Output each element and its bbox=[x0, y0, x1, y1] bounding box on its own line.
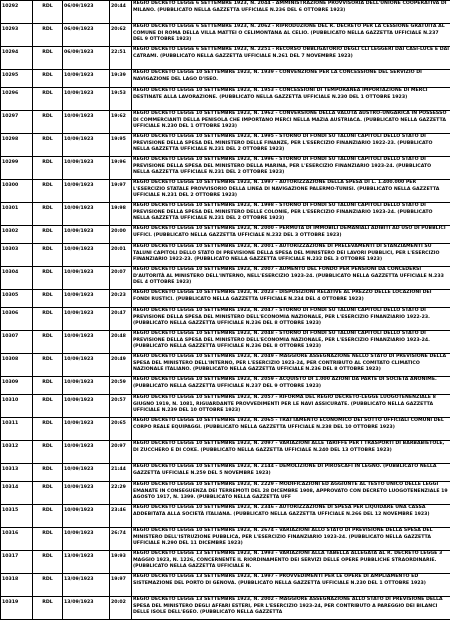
row-number: 10310 bbox=[1, 395, 33, 418]
decree-description: REGIO DECRETO LEGGE 6 SETTEMBRE 1923, N. 2044 - AMMINISTRAZIONE PROVVISORIA DELL'UNIONE COOPERATIVA DI MILANO. (PUBBLICATO NELLA GAZZETTA UFFICIALE N.236 DEL 6 OTTOBRE 1923) bbox=[132, 1, 450, 24]
decree-date: 10/09/1923 bbox=[63, 203, 110, 226]
row-number: 10319 bbox=[1, 597, 33, 620]
act-type: RDL bbox=[33, 24, 63, 47]
decree-code: 19:97 bbox=[110, 574, 132, 597]
table-row bbox=[1, 203, 450, 226]
row-number: 10296 bbox=[1, 88, 33, 111]
decree-code: 20:23 bbox=[110, 290, 132, 308]
row-number: 10304 bbox=[1, 267, 33, 290]
row-number: 10302 bbox=[1, 226, 33, 244]
decree-code: 20:59 bbox=[110, 377, 132, 395]
decree-code: 19:95 bbox=[110, 134, 132, 157]
table-row bbox=[1, 464, 450, 482]
decree-description: REGIO DECRETO LEGGE 10 SETTEMBRE 1923, N. 2059 - ACQUISTO DI 1.000 AZIONI DA PARTE DI SOCIETÀ ANONIME. (PUBBLICATO NELLA GAZZETTA UFFICIALE N.237 DEL 9 OTTOBRE 1923) bbox=[132, 377, 450, 395]
table-row bbox=[1, 551, 450, 574]
decree-date: 13/09/1923 bbox=[63, 551, 110, 574]
table-row bbox=[1, 418, 450, 441]
table-row bbox=[1, 157, 450, 180]
act-type: RDL bbox=[33, 528, 63, 551]
row-number: 10297 bbox=[1, 111, 33, 134]
decree-description: REGIO DECRETO LEGGE 10 SETTEMBRE 1923, N. 2000 - PERMUTA DI IMMOBILI DEMANIALI ADIBITI AD USO DI PUBBLICI UFFICI. (PUBBLICATO NELLA GAZZETTA UFFICIALE N.232 DEL 3 OTTOBRE 1923) bbox=[132, 226, 450, 244]
decree-code: 20:62 bbox=[110, 24, 132, 47]
table-row bbox=[1, 244, 450, 267]
table-row bbox=[1, 267, 450, 290]
table-row bbox=[1, 180, 450, 203]
decree-code: 20:49 bbox=[110, 354, 132, 377]
decree-code: 20:57 bbox=[110, 395, 132, 418]
decree-description: REGIO DECRETO LEGGE 10 SETTEMBRE 1923, N. 2048 - STORNO DI FONDI SU TALUNI CAPITOLI DELLO STATO DI PREVISIONE DELLA SPESA DEL MINISTERO DELL'ECONOMIA NAZIONALE, PER L'ESERCIZIO FINANZIARIO 1923-24. (PUBBLICATO NELLA GAZZETTA UFFICIALE N.236 DEL 8 OTTOBRE 1923) bbox=[132, 331, 450, 354]
row-number: 10318 bbox=[1, 574, 33, 597]
decree-date: 10/09/1923 bbox=[63, 418, 110, 441]
act-type: RDL bbox=[33, 226, 63, 244]
decree-description: REGIO DECRETO LEGGE 13 SETTEMBRE 1923, N. 1993 - VARIAZIONI ALLA TABELLA ALLEGATA AL R. DECRETO LEGGE 3 MAGGIO 1923, N. 1226, CONCERNENTE IL RIORDINAMENTO DEI SERVIZI DELLE OPERE PUBBLICHE STRAORDINARIE. (PUBBLICATO NELLA GAZZETTA UFFICIALE N. bbox=[132, 551, 450, 574]
table-row bbox=[1, 1, 450, 24]
decree-description: REGIO DECRETO LEGGE 10 SETTEMBRE 1923, N. 1995 - STORNO DI FONDI SU TALUNI CAPITOLI DELLO STATO DI PREVISIONE DELLA SPESA DEL MINISTERO DELLE FINANZE, PER L'ESERCIZIO FINANZIARIO 1922-23. (PUBBLICATO NELLA GAZZETTA UFFICIALE N.231 DEL 2 OTTOBRE 1923) bbox=[132, 134, 450, 157]
table-row bbox=[1, 24, 450, 47]
decree-code: 20:65 bbox=[110, 418, 132, 441]
table-row bbox=[1, 395, 450, 418]
act-type: RDL bbox=[33, 551, 63, 574]
act-type: RDL bbox=[33, 308, 63, 331]
decree-date: 10/09/1923 bbox=[63, 267, 110, 290]
decree-date: 13/09/1923 bbox=[63, 574, 110, 597]
decree-date: 10/09/1923 bbox=[63, 308, 110, 331]
row-number: 10316 bbox=[1, 528, 33, 551]
act-type: RDL bbox=[33, 244, 63, 267]
table-row bbox=[1, 574, 450, 597]
decree-code: 20:97 bbox=[110, 441, 132, 464]
row-number: 10314 bbox=[1, 482, 33, 505]
decree-code: 19:98 bbox=[110, 203, 132, 226]
decree-description: REGIO DECRETO LEGGE 10 SETTEMBRE 1923, N. 1939 - CONVENZIONE PER LA CONCESSIONE DEL SERVIZIO DI NAVIGAZIONE DEL LAGO D'ISEO. bbox=[132, 70, 450, 88]
row-number: 10295 bbox=[1, 70, 33, 88]
decree-description: REGIO DECRETO LEGGE 10 SETTEMBRE 1923, N. 1953 - CONCESSIONI DI TEMPORANEA IMPORTAZIONE DI MERCI DESTINATE ALLA LAVORAZIONE. (PUBBLICATO NELLA GAZZETTA UFFICIALE N.230 DEL 1 OTTOBRE 1923) bbox=[132, 88, 450, 111]
decree-code: 19:62 bbox=[110, 111, 132, 134]
decree-date: 06/09/1923 bbox=[63, 47, 110, 70]
table-row bbox=[1, 290, 450, 308]
act-type: RDL bbox=[33, 505, 63, 528]
act-type: RDL bbox=[33, 574, 63, 597]
decree-date: 10/09/1923 bbox=[63, 134, 110, 157]
table-row bbox=[1, 88, 450, 111]
decree-code: 20:02 bbox=[110, 597, 132, 620]
table-row bbox=[1, 597, 450, 620]
decree-description: REGIO DECRETO LEGGE 10 SETTEMBRE 1923, N. 2229 - MODIFICAZIONI ED AGGIUNTE AL TESTO UNICO DELLE LEGGI EMANATE IN CONSEGUENZA DEI TERREMOTI DEL 28 DICEMBRE 1908, APPROVATO CON DECRETO LUOGOTENENZIALE 19 AGOSTO 1917, N. 1399. (PUBBLICATO NELLA GAZZETTA UFF bbox=[132, 482, 450, 505]
table-row bbox=[1, 47, 450, 70]
decree-table-body bbox=[1, 1, 450, 620]
decree-date: 10/09/1923 bbox=[63, 70, 110, 88]
act-type: RDL bbox=[33, 1, 63, 24]
row-number: 10293 bbox=[1, 24, 33, 47]
act-type: RDL bbox=[33, 441, 63, 464]
table-row bbox=[1, 441, 450, 464]
decree-description: REGIO DECRETO LEGGE 13 SETTEMBRE 1923, N. 1997 - PROVVEDIMENTI PER LE OPERE DI AMPLIAMENTO ED SISTEMAZIONE DEL PORTO DI GENOVA. (PUBBLICATO NELLA GAZZETTA UFFICIALE N.230 DEL 1 OTTOBRE 1923) bbox=[132, 574, 450, 597]
act-type: RDL bbox=[33, 47, 63, 70]
decree-code: 22:51 bbox=[110, 47, 132, 70]
decree-date: 10/09/1923 bbox=[63, 290, 110, 308]
row-number: 10303 bbox=[1, 244, 33, 267]
decree-description: REGIO DECRETO LEGGE 6 SETTEMBRE 1923, N. 2251 - RECORSO OBBLIGATORIO DEGLI CLI LEGGERI DAI CASI-LUCE E DAI CATRAMI. (PUBBLICATO NELLA GAZZETTA UFFICIALE N.261 DEL 7 NOVEMBRE 1923) bbox=[132, 47, 450, 70]
row-number: 10307 bbox=[1, 331, 33, 354]
row-number: 10300 bbox=[1, 180, 33, 203]
row-number: 10308 bbox=[1, 354, 33, 377]
table-row bbox=[1, 111, 450, 134]
decree-date: 10/09/1923 bbox=[63, 111, 110, 134]
act-type: RDL bbox=[33, 88, 63, 111]
row-number: 10312 bbox=[1, 441, 33, 464]
decree-date: 10/09/1923 bbox=[63, 528, 110, 551]
table-row bbox=[1, 377, 450, 395]
row-number: 10315 bbox=[1, 505, 33, 528]
act-type: RDL bbox=[33, 157, 63, 180]
decree-date: 10/09/1923 bbox=[63, 331, 110, 354]
decree-code: 20:00 bbox=[110, 226, 132, 244]
decree-code: 21:44 bbox=[110, 464, 132, 482]
decree-date: 06/09/1923 bbox=[63, 24, 110, 47]
row-number: 10298 bbox=[1, 134, 33, 157]
act-type: RDL bbox=[33, 377, 63, 395]
act-type: RDL bbox=[33, 290, 63, 308]
decree-code: 19:93 bbox=[110, 551, 132, 574]
decree-date: 10/09/1923 bbox=[63, 244, 110, 267]
table-row bbox=[1, 331, 450, 354]
act-type: RDL bbox=[33, 354, 63, 377]
act-type: RDL bbox=[33, 597, 63, 620]
row-number: 10299 bbox=[1, 157, 33, 180]
row-number: 10294 bbox=[1, 47, 33, 70]
act-type: RDL bbox=[33, 418, 63, 441]
decree-description: REGIO DECRETO LEGGE 10 SETTEMBRE 1923, N. 1996 - STORNO DI FONDI SU TALUNI CAPITOLI DELLO STATO DI PREVISIONE DELLA SPESA DEL MINISTERO DELLA MARINA, PER L'ESERCIZIO FINANZIARIO 1923-24. (PUBBLICATO NELLA GAZZETTA UFFICIALE N.231 DEL 2 OTTOBRE 1923) bbox=[132, 157, 450, 180]
act-type: RDL bbox=[33, 70, 63, 88]
row-number: 10301 bbox=[1, 203, 33, 226]
act-type: RDL bbox=[33, 482, 63, 505]
act-type: RDL bbox=[33, 267, 63, 290]
act-type: RDL bbox=[33, 395, 63, 418]
row-number: 10309 bbox=[1, 377, 33, 395]
decree-description: REGIO DECRETO LEGGE 10 SETTEMBRE 1923, N. 2023 - DISPOSIZIONI RELATIVE AL PREZZO DELLE LOCAZIONI DEI FONDI RUSTICI. (PUBBLICATO NELLA GAZZETTA UFFICIALE N.234 DEL 4 OTTOBRE 1923) bbox=[132, 290, 450, 308]
decree-date: 10/09/1923 bbox=[63, 395, 110, 418]
act-type: RDL bbox=[33, 134, 63, 157]
act-type: RDL bbox=[33, 203, 63, 226]
decree-date: 10/09/1923 bbox=[63, 88, 110, 111]
decree-description: REGIO DECRETO LEGGE 10 SETTEMBRE 1923, N. 2144 - DEMOLIZIONE DI PIROSCAFI IN LEGNO. (PUBBLICATO NELLA GAZZETTA UFFICIALE N.259 DEL 5 NOVEMBRE 1923) bbox=[132, 464, 450, 482]
row-number: 10313 bbox=[1, 464, 33, 482]
decree-date: 13/09/1923 bbox=[63, 597, 110, 620]
table-row bbox=[1, 482, 450, 505]
decree-code: 20:07 bbox=[110, 267, 132, 290]
decree-code: 19:96 bbox=[110, 157, 132, 180]
decree-date: 10/09/1923 bbox=[63, 482, 110, 505]
decree-date: 10/09/1923 bbox=[63, 157, 110, 180]
row-number: 10305 bbox=[1, 290, 33, 308]
decree-code: 20:48 bbox=[110, 331, 132, 354]
decree-code: 20:47 bbox=[110, 308, 132, 331]
decree-code: 20:01 bbox=[110, 244, 132, 267]
decree-code: 22:29 bbox=[110, 482, 132, 505]
decree-description: REGIO DECRETO LEGGE 10 SETTEMBRE 1923, N. 2057 - RIFORMA DEL REGIO DECRETO-LEGGE LUOGOTENENZIALE 8 GIUGNO 1919, N. 1081, RIGUARDANTE PROVVEDIMENTI PER LE NAVI ASSICURATE. (PUBBLICATO NELLA GAZZETTA UFFICIALE N.239 DEL 10 OTTOBRE 1923) bbox=[132, 395, 450, 418]
decree-description: REGIO DECRETO LEGGE 6 SETTEMBRE 1923, N. 2062 - RIPRODUZIONE DEL R. DECRETO PER LA CESSIONE GRATUITA AL COMUNE DI ROMA DELLA VILLA MATTEI O CELIMONTANA AL CELIO. (PUBBLICATO NELLA GAZZETTA UFFICIALE N.237 DEL 9 OTTOBRE 1923) bbox=[132, 24, 450, 47]
decree-description: REGIO DECRETO LEGGE 10 SETTEMBRE 1923, N. 2047 - STORNO DI FONDI SU TALUNI CAPITOLI DELLO STATO DI PREVISIONE DELLA SPESA DEL MINISTERO DELL'ECONOMIA NAZIONALE, PER L'ESERCIZIO FINANZIARIO 1922-23. (PUBBLICATO NELLA GAZZETTA UFFICIALE N.236 DEL 8 OTTOBRE 1923) bbox=[132, 308, 450, 331]
act-type: RDL bbox=[33, 464, 63, 482]
decree-date: 10/09/1923 bbox=[63, 226, 110, 244]
decree-code: 19:97 bbox=[110, 180, 132, 203]
row-number: 10317 bbox=[1, 551, 33, 574]
decree-description: REGIO DECRETO LEGGE 10 SETTEMBRE 1923, N. 2049 - MAGGIORE ASSEGNAZIONE NELLO STATO DI PREVISIONE DELLA SPESA DEL MINISTERO DELL'INTERNO, PER L'ESERCIZIO 1923-24, PER CONTRIBUTO AL COMITATO CLIMATICO NAZIONALE ITALIANO. (PUBBLICATO NELLA GAZZETTA UFFICIALE N.236 DEL 8 OTTOBRE 1923) bbox=[132, 354, 450, 377]
decree-date: 10/09/1923 bbox=[63, 464, 110, 482]
decree-code: 19:39 bbox=[110, 70, 132, 88]
decree-description: REGIO DECRETO LEGGE 10 SETTEMBRE 1923, N. 2065 - TRATTAMENTO ECONOMICO DEI SOTTO UFFICIALI COMUNI DEL CORPO REALE EQUIPAGGI. (PUBBLICATO NELLA GAZZETTA UFFICIALE N.238 DEL 10 OTTOBRE 1923) bbox=[132, 418, 450, 441]
decree-date: 10/09/1923 bbox=[63, 505, 110, 528]
decree-code: 23:46 bbox=[110, 505, 132, 528]
decree-description: REGIO DECRETO LEGGE 10 SETTEMBRE 1923, N. 2007 - AUMENTO DEL FONDO PER PENSIONI DA CONCEDERSI D'AUTORITÀ AL MINISTERO DELL'INTERNO, NELL'ESERCIZIO 1923-24. (PUBBLICATO NELLA GAZZETTA UFFICIALE N.233 DEL 4 OTTOBRE 1923) bbox=[132, 267, 450, 290]
row-number: 10311 bbox=[1, 418, 33, 441]
table-row bbox=[1, 308, 450, 331]
decree-code: 26:74 bbox=[110, 528, 132, 551]
decree-date: 10/09/1923 bbox=[63, 354, 110, 377]
decree-description: REGIO DECRETO LEGGE 10 SETTEMBRE 1923, N. 1997 - AUTORIZZAZIONE DELLA SPESA DI L. 1.400.000 PER L'ESERCIZIO STATALE PROVVISORIO DELLA LINEA DI NAVIGAZIONE PALERMO-TUNISI. (PUBBLICATO NELLA GAZZETTA UFFICIALE N.231 DEL 2 OTTOBRE 1923) bbox=[132, 180, 450, 203]
decree-date: 10/09/1923 bbox=[63, 441, 110, 464]
decree-description: REGIO DECRETO LEGGE 10 SETTEMBRE 1923, N. 2001 - AUTORIZZAZIONE DI PRELEVAMENTI DI STANZIAMENTI SU TALUNI CAPITOLI DELLO STATO DI PREVISIONE DELLA SPESA DEL MINISTERO DEI LAVORI PUBBLICI, PER L'ESERCIZIO FINANZIARIO 1922-23. (PUBBLICATO NELLA GAZZETTA UFFICIALE N.232 DEL 3 OTTOBRE 1923) bbox=[132, 244, 450, 267]
decree-date: 10/09/1923 bbox=[63, 180, 110, 203]
decree-description: REGIO DECRETO LEGGE 10 SETTEMBRE 1923, N. 1962 - CONVERSIONE DELLA VALUTA AUSTRO-UNGARICA IN POSSESSO DI COMMERCIANTI DELLA PENISOLA CHE IMPORTANO MERCI NELLA MAZIA AUSTRIACA. (PUBBLICATO NELLA GAZZETTA UFFICIALE N.230 DEL 1 OTTOBRE 1923) bbox=[132, 111, 450, 134]
act-type: RDL bbox=[33, 331, 63, 354]
decree-code: 20:44 bbox=[110, 1, 132, 24]
decree-description: REGIO DECRETO LEGGE 13 SETTEMBRE 1923, N. 2002 - MAGGIORE ASSEGNAZIONE ALLO STATO DI PREVISIONE DELLA SPESA DEL MINISTERO DEGLI AFFARI ESTERI, PER L'ESERCIZIO 1923-24, PER CONTRIBUTO A PAREGGIO DEI BILANCI DELLE ISOLE DELL'EGEO. (PUBBLICATO NELLA GAZZETTA bbox=[132, 597, 450, 620]
row-number: 10292 bbox=[1, 1, 33, 24]
table-row bbox=[1, 70, 450, 88]
decree-description: REGIO DECRETO LEGGE 10 SETTEMBRE 1923, N. 2346 - AUTORIZZAZIONE DI SPESA PER LIQUIDARE UNA CASSA ADDEBITATA ALLA SOCIETÀ ITALIANA. (PUBBLICATO NELLA GAZZETTA UFFICIALE N.266 DEL 12 NOVEMBRE 1923) bbox=[132, 505, 450, 528]
table-row bbox=[1, 354, 450, 377]
table-row bbox=[1, 505, 450, 528]
table-row bbox=[1, 226, 450, 244]
decree-description: REGIO DECRETO LEGGE 10 SETTEMBRE 1923, N. 1998 - STORNO DI FONDI SU TALUNI CAPITOLI DELLO STATO DI PREVISIONE DELLA SPESA DEL MINISTERO DELLE COLONIE, PER L'ESERCIZIO FINANZIARIO 1923-24. (PUBBLICATO NELLA GAZZETTA UFFICIALE N.231 DEL 2 OTTOBRE 1923) bbox=[132, 203, 450, 226]
act-type: RDL bbox=[33, 111, 63, 134]
decree-description: REGIO DECRETO LEGGE 10 SETTEMBRE 1923, N. 2674 - VARIAZIONI ALLO STATO DI PREVISIONE DELLA SPESA DEL MINISTERO DELL'ISTRUZIONE PUBBLICA, PER L'ESERCIZIO FINANZIARIO 1923-24. (PUBBLICATO NELLA GAZZETTA UFFICIALE N.290 DEL 11 DICEMBRE 1923) bbox=[132, 528, 450, 551]
decree-description: REGIO DECRETO LEGGE 10 SETTEMBRE 1923, N. 2097 - VARIAZIONI ALLE TARIFFE PER I TRASPORTI DI BARBABIETOLE, DI ZUCCHERO E DI COKE. (PUBBLICATO NELLA GAZZETTA UFFICIALE N.240 DEL 13 OTTOBRE 1923) bbox=[132, 441, 450, 464]
table-row bbox=[1, 134, 450, 157]
table-row bbox=[1, 528, 450, 551]
decree-date: 06/09/1923 bbox=[63, 1, 110, 24]
act-type: RDL bbox=[33, 180, 63, 203]
decree-code: 19:53 bbox=[110, 88, 132, 111]
decree-date: 10/09/1923 bbox=[63, 377, 110, 395]
row-number: 10306 bbox=[1, 308, 33, 331]
